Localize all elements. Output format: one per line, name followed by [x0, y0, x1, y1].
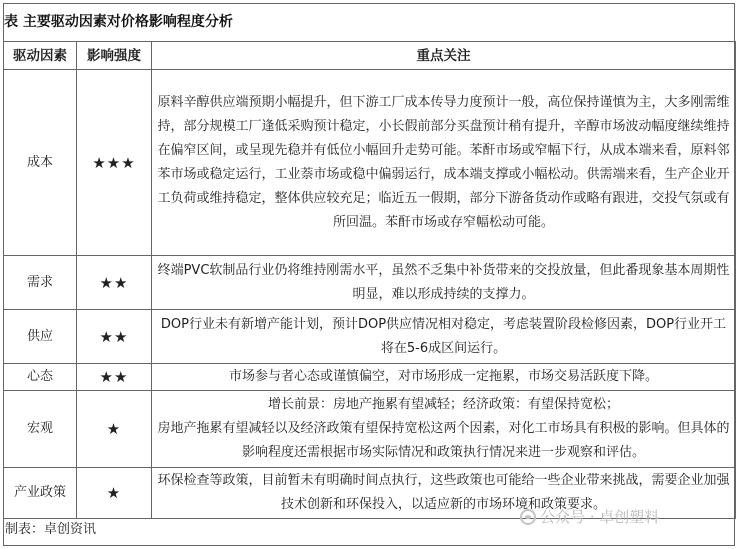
watermark	[520, 506, 659, 527]
detail-cell	[152, 391, 736, 468]
table-footer: 制表：卓创资讯	[5, 522, 97, 537]
factor-cell: 成本	[4, 70, 77, 256]
table-row	[4, 256, 736, 310]
detail-line: 房地产拖累有望减轻以及经济政策有望保持宽松这两个因素，对化工市场具有积极的影响。但具体的影响程度还需根据市场实际情况和政策执行情况来进一步观察和评估。	[157, 421, 730, 460]
factor-cell: 供应	[4, 310, 77, 364]
strength-stars: ★★	[77, 256, 152, 310]
table-row	[4, 310, 736, 364]
watermark-text: 公众号 · 卓创塑料	[540, 508, 660, 526]
detail-cell: DOP行业未有新增产能计划，预计DOP供应情况相对稳定，考虑装置阶段检修因素，DOP行业开工将在5-6成区间运行。	[152, 310, 736, 364]
strength-stars: ★★	[77, 364, 152, 391]
wechat-icon	[520, 509, 536, 525]
header-strength: 影响强度	[77, 42, 152, 70]
strength-stars: ★★	[77, 310, 152, 364]
factor-cell: 宏观	[4, 391, 77, 468]
driver-table	[3, 41, 736, 519]
strength-stars: ★	[77, 468, 152, 519]
table-row	[4, 70, 736, 256]
table-row	[4, 364, 736, 391]
table-row	[4, 391, 736, 468]
factor-cell: 需求	[4, 256, 77, 310]
header-detail: 重点关注	[152, 42, 736, 70]
table-title: 表 主要驱动因素对价格影响程度分析	[4, 14, 233, 30]
detail-cell: 终端PVC软制品行业仍将维持刚需水平，虽然不乏集中补货带来的交投放量，但此番现象基本周期性明显，难以形成持续的支撑力。	[152, 256, 736, 310]
header-factor: 驱动因素	[4, 42, 77, 70]
detail-cell: 原料辛醇供应端预期小幅提升，但下游工厂成本传导力度预计一般，高位保持谨慎为主，大多刚需维持，部分规模工厂逢低采购预计稳定，小长假前部分买盘预计稍有提升，辛醇市场波动幅度继续维持在偏窄区间，或呈现先稳并有低位小幅回升走势可能。苯酐市场或窄幅下行，从成本端来看，原料邻苯市场或稳定运行，工业萘市场或稳中偏弱运行，成本端支撑或小幅松动。供需端来看，生产企业开工负荷或维持稳定，整体供应较充足；临近五一假期，部分下游备货动作或略有跟进，交投气氛或有所回温。苯酐市场或存窄幅松动可能。	[152, 70, 736, 256]
factor-cell: 心态	[4, 364, 77, 391]
strength-stars: ★★★	[77, 70, 152, 256]
detail-line: 增长前景：房地产拖累有望减轻；经济政策：有望保持宽松；	[267, 397, 619, 412]
detail-cell: 环保检查等政策，目前暂未有明确时间点执行，这些政策也可能给一些企业带来挑战，需要企业加强技术创新和环保投入，以适应新的市场环境和政策要求。	[152, 468, 736, 519]
factor-cell: 产业政策	[4, 468, 77, 519]
strength-stars: ★	[77, 391, 152, 468]
header-row	[4, 42, 736, 70]
detail-cell: 市场参与者心态或谨慎偏空，对市场形成一定拖累，市场交易活跃度下降。	[152, 364, 736, 391]
